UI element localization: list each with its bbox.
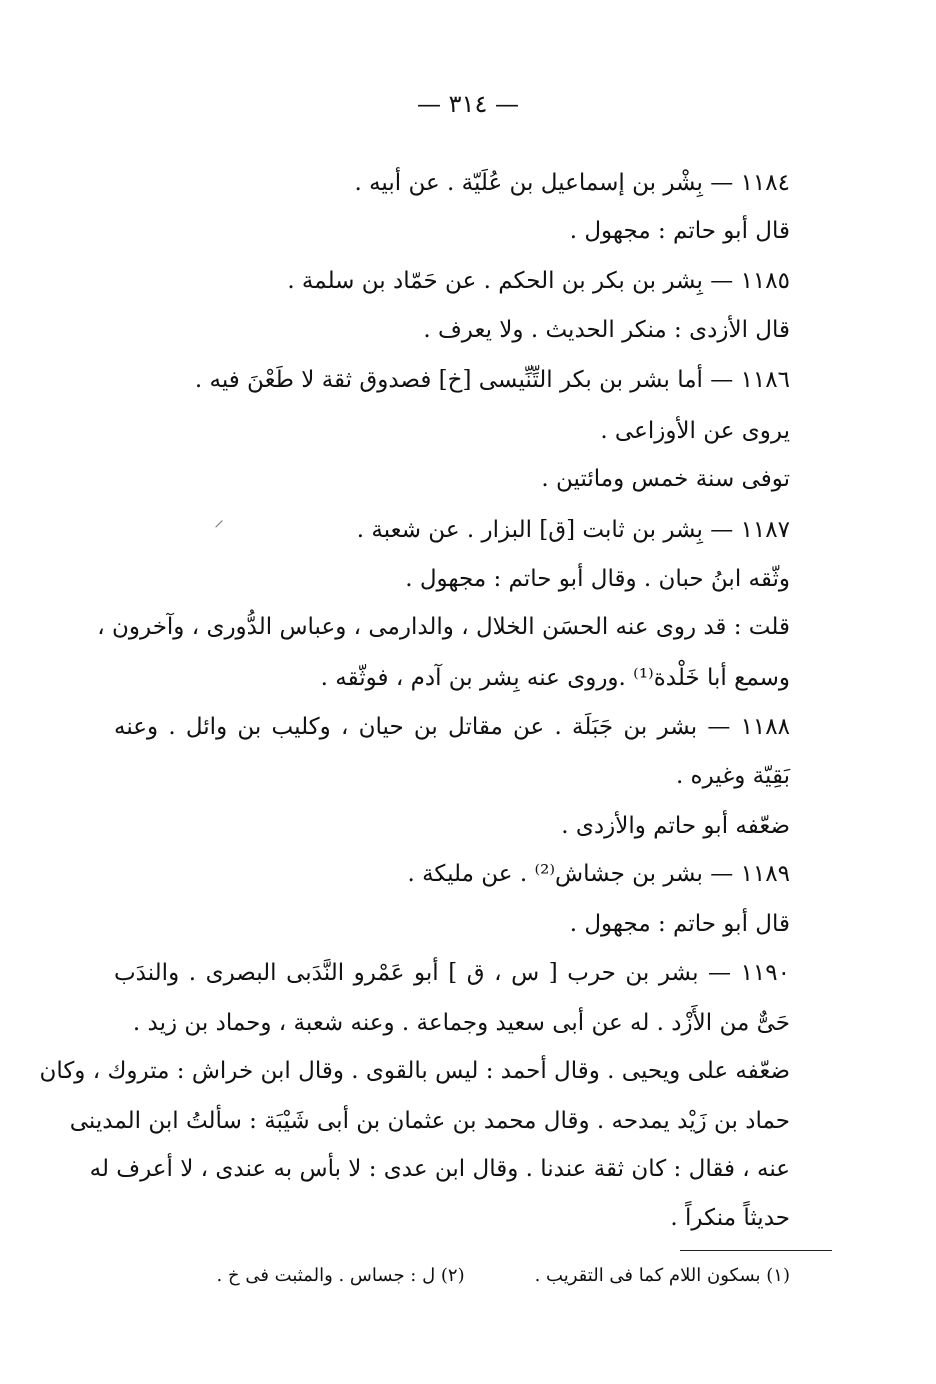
- text-line: قال الأزدى : منكر الحديث . ولا يعرف .: [423, 317, 790, 343]
- entry-1186-heading: ١١٨٦ — أما بشر بن بكر التِّنِّيسى [خ] فصدوق ثقة لا طَعْنَ فيه .: [194, 367, 790, 393]
- text-line: ضعّفه على ويحيى . وقال أحمد : ليس بالقوى . وقال ابن خراش : متروك ، وكان: [39, 1058, 790, 1084]
- text-line: بَقِيّة وغيره .: [675, 763, 790, 789]
- text-line: حماد بن زَيْد يمدحه . وقال محمد بن عثمان بن أبى شَيْبَة : سألتُ ابن المدينى: [69, 1108, 790, 1134]
- text-line: حَىٌّ من الأَزْد . له عن أبى سعيد وجماعة . وعنه شعبة ، وحماد بن زيد .: [132, 1010, 790, 1036]
- footnote-separator: [680, 1250, 832, 1251]
- text-line: عنه ، فقال : كان ثقة عندنا . وقال ابن عدى : لا بأس به عندى ، لا أعرف له: [89, 1156, 790, 1182]
- footnote-2: (٢) ل : جساس . والمثبت فى خ .: [216, 1265, 465, 1286]
- entry-1185-heading: ١١٨٥ — بِشر بن بكر بن الحكم . عن حَمّاد بن سلمة .: [287, 268, 790, 294]
- text-line: قال أبو حاتم : مجهول .: [569, 911, 790, 937]
- entry-1188-heading: ١١٨٨ — بشر بن جَبَلَة . عن مقاتل بن حيان ، وكليب بن وائل . وعنه: [114, 714, 790, 740]
- page-number: — ٣١٤ —: [417, 90, 519, 118]
- entry-1187-heading: ١١٨٧ — بِشر بن ثابت [ق] البزار . عن شعبة .: [356, 517, 790, 543]
- entry-1190-heading: ١١٩٠ — بشر بن حرب [ س ، ق ] أبو عَمْرو النَّدَبى البصرى . والندَب: [114, 960, 790, 986]
- ink-speck-mark: ⸝: [214, 507, 224, 531]
- footnote-1: (١) بسكون اللام كما فى التقريب .: [534, 1265, 790, 1286]
- text-line: وثّقه ابنُ حبان . وقال أبو حاتم : مجهول .: [405, 566, 790, 592]
- text-line: حديثاً منكراً .: [670, 1205, 790, 1231]
- text-line: توفى سنة خمس ومائتين .: [541, 466, 790, 492]
- text-line: وسمع أبا خَلْدة⁽¹⁾ .وروى عنه بِشر بن آدم ، فوثّقه .: [320, 665, 790, 691]
- entry-1189-heading: ١١٨٩ — بشر بن جشاش⁽²⁾ . عن مليكة .: [407, 861, 790, 887]
- text-line: قلت : قد روى عنه الحسَن الخلال ، والدارمى ، وعباس الدُّورى ، وآخرون ،: [97, 614, 790, 640]
- text-line: قال أبو حاتم : مجهول .: [569, 218, 790, 244]
- entry-1184-heading: ١١٨٤ — بِشْر بن إسماعيل بن عُلَيّة . عن أبيه .: [354, 170, 790, 196]
- footnotes: [217, 1262, 790, 1290]
- text-line: يروى عن الأوزاعى .: [600, 418, 790, 444]
- text-line: ضعّفه أبو حاتم والأزدى .: [561, 813, 790, 839]
